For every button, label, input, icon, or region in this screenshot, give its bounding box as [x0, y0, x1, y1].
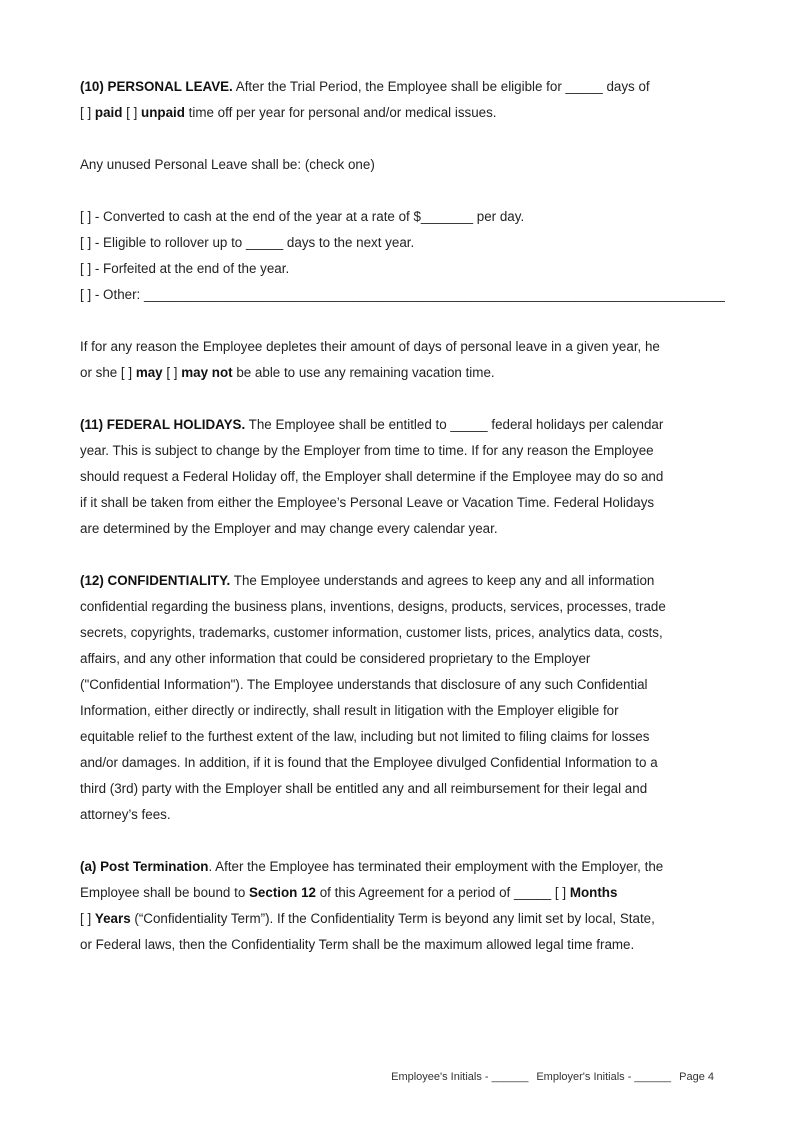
section-12-heading: (12) CONFIDENTIALITY.	[80, 573, 231, 588]
option-forfeited: [ ] - Forfeited at the end of the year.	[80, 261, 290, 276]
page-number: Page 4	[679, 1071, 714, 1083]
section-10-personal-leave	[80, 74, 720, 126]
page-footer	[391, 1071, 714, 1083]
section-a-post-termination: (a) Post Termination. After the Employee has terminated their employment with the Employer, the Employee shall be bound to Section 12 of this Agreement for a period of _____ [ ] Months [ ] Years (“Confidentiality Term”). If the Confidentiality Term is beyond any limit set by local, State, or Federal laws, then the Confidentiality Term shall be the maximum allowed legal time frame.	[80, 859, 664, 952]
employer-initials: Employer's Initials - ______	[536, 1071, 672, 1083]
unused-leave-options	[80, 204, 725, 308]
option-rollover: [ ] - Eligible to rollover up to _____ days to the next year.	[80, 235, 415, 250]
option-convert-to-cash: [ ] - Converted to cash at the end of the year at a rate of $_______ per day.	[80, 209, 525, 224]
section-10-line-1: (10) PERSONAL LEAVE. After the Trial Period, the Employee shall be eligible for _____ days of	[80, 79, 650, 94]
section-12-confidentiality: (12) CONFIDENTIALITY. The Employee understands and agrees to keep any and all information confidential regarding the business plans, inventions, designs, products, services, processes, trade secrets, copyrights, trademarks, customer information, customer lists, prices, analytics data, costs, affairs, and any other information that could be considered proprietary to the Employer ("Confidential Information"). The Employee understands that disclosure of any such Confidential Information, either directly or indirectly, shall result in litigation with the Employer eligible for equitable relief to the furthest extent of the law, including but not limited to filing claims for losses and/or damages. In addition, if it is found that the Employee divulged Confidential Information to a third (3rd) party with the Employer shall be entitled any and all reimbursement for their legal and attorney’s fees.	[80, 573, 666, 822]
section-10-heading: (10) PERSONAL LEAVE.	[80, 79, 233, 94]
depletion-paragraph: If for any reason the Employee depletes their amount of days of personal leave in a given year, he or she [ ] may [ ] may not be able to use any remaining vacation time.	[80, 339, 660, 380]
employee-initials: Employee's Initials - ______	[391, 1071, 529, 1083]
section-11-federal-holidays: (11) FEDERAL HOLIDAYS. The Employee shall be entitled to _____ federal holidays per calendar year. This is subject to change by the Employer from time to time. If for any reason the Employee should request a Federal Holiday off, the Employer shall determine if the Employee may do so and if it shall be taken from either the Employee’s Personal Leave or Vacation Time. Federal Holidays are determined by the Employer and may change every calendar year.	[80, 417, 664, 536]
section-a-heading: (a) Post Termination	[80, 859, 209, 874]
unused-leave-intro: Any unused Personal Leave shall be: (check one)	[80, 157, 375, 172]
section-10-line-2: [ ] paid [ ] unpaid time off per year for personal and/or medical issues.	[80, 105, 497, 120]
option-other: [ ] - Other: ______________________________________________________________________________	[80, 287, 725, 302]
section-11-heading: (11) FEDERAL HOLIDAYS.	[80, 417, 246, 432]
